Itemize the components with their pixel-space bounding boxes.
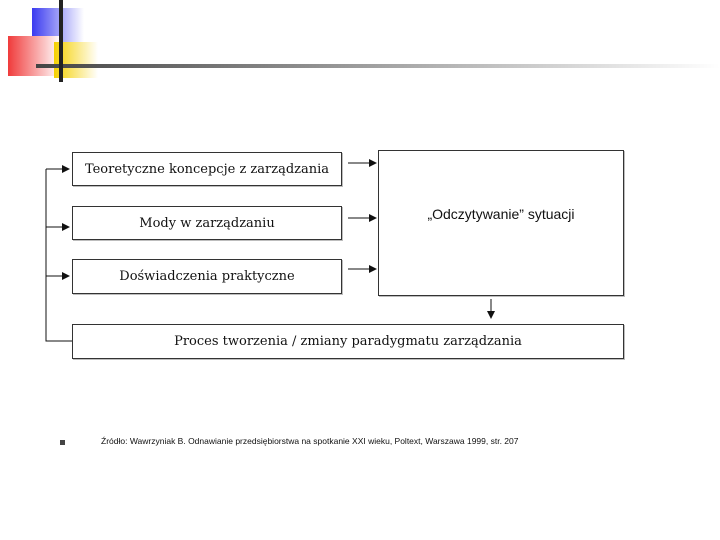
box-process-label: Proces tworzenia / zmiany paradygmatu zarządzania [174, 334, 522, 349]
box-practical-experience [72, 259, 342, 294]
feedback-loop-line [46, 169, 72, 341]
box-management-fashions [72, 206, 342, 240]
box-experience-label: Doświadczenia praktyczne [119, 269, 295, 284]
box-fashions-label: Mody w zarządzaniu [139, 215, 275, 231]
box-situation-reading [378, 150, 624, 296]
box-reading-label: „Odczytywanie” sytuacji [427, 206, 575, 222]
source-citation: Źródło: Wawrzyniak B. Odnawianie przedsiębiorstwa na spotkanie XXI wieku, Poltext, Warszawa 1999, str. 207 [101, 436, 519, 446]
box-theoretical-concepts [72, 152, 342, 186]
square-bullet-icon [60, 440, 65, 445]
box-concepts-label: Teoretyczne koncepcje z zarządzania [84, 161, 330, 177]
box-paradigm-process [72, 324, 624, 359]
